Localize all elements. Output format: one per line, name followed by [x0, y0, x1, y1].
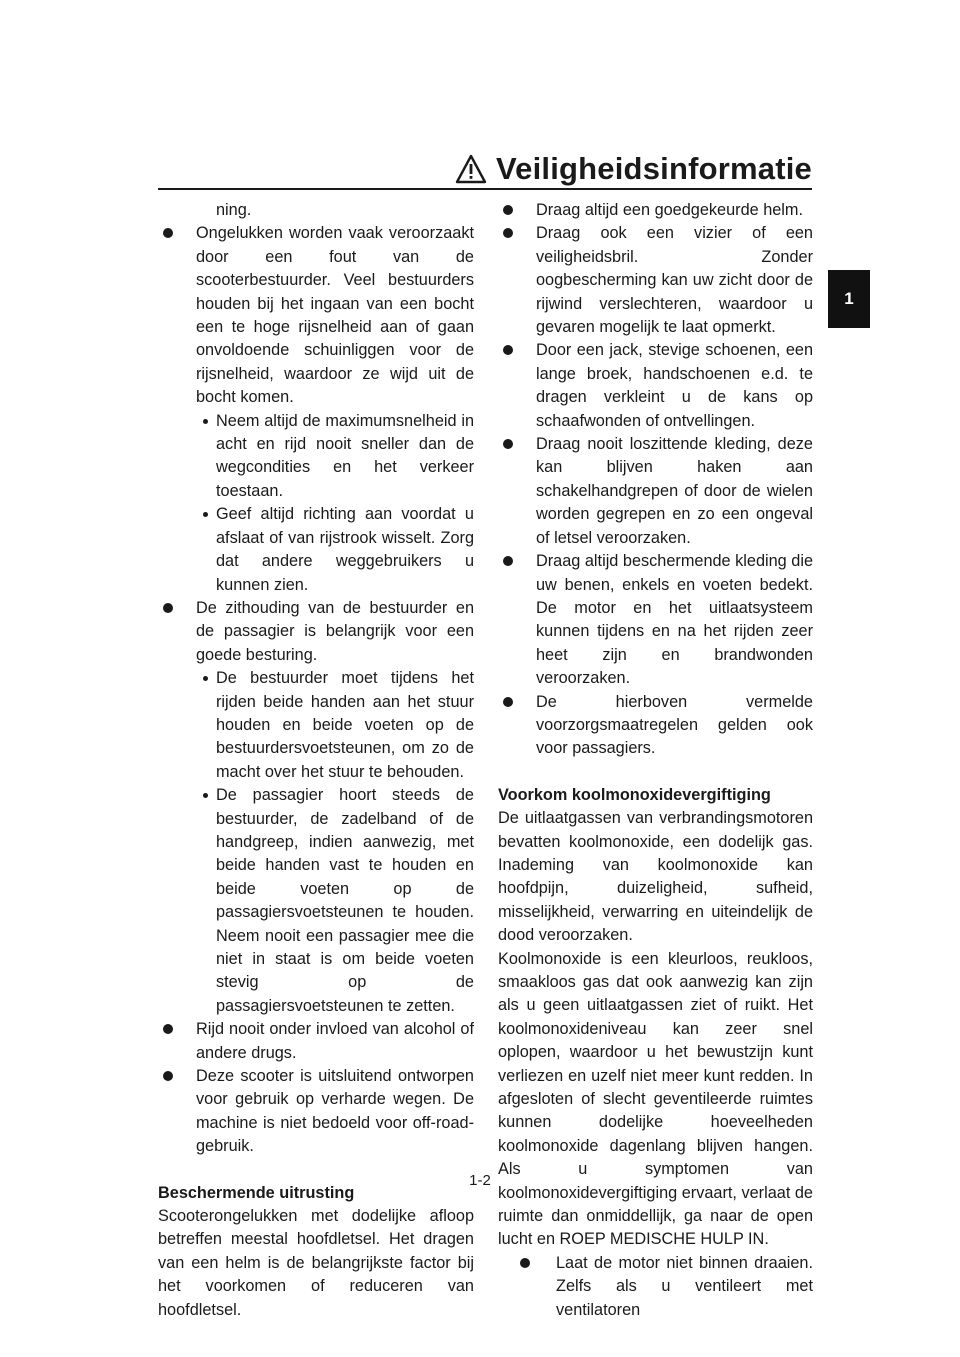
- list-item: Draag ook een vizier of een veiligheidsbril. Zonder oogbescherming kan uw zicht door de rijwind verslechteren, waardoor u gevaren mogelijk te laat opmerkt.: [498, 222, 813, 339]
- list-item: Deze scooter is uitsluitend ontworpen voor gebruik op verharde wegen. De machine is niet bedoeld voor off-road-gebruik.: [158, 1065, 474, 1159]
- left-column: [158, 199, 474, 1322]
- continuation-text: ning.: [216, 201, 252, 219]
- list-item: Ongelukken worden vaak veroorzaakt door een fout van de scooterbestuurder. Veel bestuurders houden bij het ingaan van een bocht een te hoge rijsnelheid aan of gaan onvoldoende schuinliggen voor de rijsnelheid, waardoor ze wijd uit de bocht komen.: [158, 222, 474, 409]
- bullet-icon: [203, 419, 208, 424]
- bullet-icon: [163, 228, 173, 238]
- list-item: Laat de motor niet binnen draaien. Zelfs als u ventileert met ventilatoren: [498, 1252, 813, 1322]
- page-number: 1-2: [469, 1172, 491, 1189]
- bullet-icon: [503, 439, 513, 449]
- bullet-icon: [503, 345, 513, 355]
- bullet-icon: [503, 697, 513, 707]
- paragraph: Scooterongelukken met dodelijke afloop betreffen meestal hoofdletsel. Het dragen van een helm is de belangrijkste factor bij het voorkomen of reduceren van hoofdletsel.: [158, 1207, 474, 1319]
- bullet-icon: [503, 228, 513, 238]
- bullet-icon: [203, 512, 208, 517]
- list-item: De hierboven vermelde voorzorgsmaatregelen gelden ook voor passagiers.: [498, 691, 813, 761]
- sub-list-item: Geef altijd richting aan voordat u afslaat of van rijstrook wisselt. Zorg dat andere weggebruikers u kunnen zien.: [158, 503, 474, 597]
- paragraph: Koolmonoxide is een kleurloos, reukloos, smaakloos gas dat ook aanwezig kan zijn als u geen uitlaatgassen ziet of ruikt. Het koolmonoxideniveau kan zeer snel oplopen, waardoor u het bewustzijn kunt verliezen en uzelf niet meer kunt redden. In afgesloten of slecht geventileerde ruimtes kunnen dodelijke hoeveelheden koolmonoxide dagenlang blijven hangen. Als u symptomen van koolmonoxidevergiftiging ervaart, verlaat de ruimte dan onmiddellijk, ga naar de open lucht en ROEP MEDISCHE HULP IN.: [498, 949, 813, 1249]
- list-item: Draag altijd een goedgekeurde helm.: [498, 199, 813, 222]
- page-title: Veiligheidsinformatie: [495, 151, 812, 186]
- bullet-icon: [520, 1258, 530, 1268]
- bullet-icon: [163, 603, 173, 613]
- right-column: [498, 199, 813, 1322]
- chapter-number: 1: [844, 289, 854, 308]
- chapter-tab: [828, 270, 870, 328]
- section-heading: Voorkom koolmonoxidevergiftiging: [498, 785, 771, 804]
- list-item: Draag nooit loszittende kleding, deze kan blijven haken aan schakelhandgrepen of door de wielen worden gegrepen en zo een ongeval of letsel veroorzaken.: [498, 433, 813, 550]
- paragraph: De uitlaatgassen van verbrandingsmotoren bevatten koolmonoxide, een dodelijk gas. Inademing van koolmonoxide kan hoofdpijn, duizeligheid, sufheid, misselijkheid, verwarring en uiteindelijk de dood veroorzaken.: [498, 809, 813, 945]
- warning-triangle-icon: [454, 153, 488, 185]
- sub-list-item: De bestuurder moet tijdens het rijden beide handen aan het stuur houden en beide voeten op de bestuurdersvoetsteunen, om zo de macht over het stuur te behouden.: [158, 667, 474, 784]
- list-item: Rijd nooit onder invloed van alcohol of andere drugs.: [158, 1018, 474, 1065]
- bullet-icon: [163, 1071, 173, 1081]
- bullet-icon: [503, 205, 513, 215]
- sub-list-item: Neem altijd de maximumsnelheid in acht en rijd nooit sneller dan de wegcondities en het verkeer toestaan.: [158, 410, 474, 504]
- sub-list-item: De passagier hoort steeds de bestuurder, de zadelband of de handgreep, indien aanwezig, met beide handen vast te houden en beide voeten op de passagiersvoetsteunen te houden. Neem nooit een passagier mee die niet in staat is om beide voeten stevig op de passagiersvoetsteunen te zetten.: [158, 784, 474, 1018]
- bullet-icon: [503, 556, 513, 566]
- list-item: De zithouding van de bestuurder en de passagier is belangrijk voor een goede besturing.: [158, 597, 474, 667]
- header-rule: [158, 188, 812, 190]
- page-header: [158, 150, 812, 188]
- section-heading: Beschermende uitrusting: [158, 1183, 355, 1202]
- bullet-icon: [203, 676, 208, 681]
- list-item: Draag altijd beschermende kleding die uw benen, enkels en voeten bedekt. De motor en het uitlaatsysteem kunnen tijdens en na het rijden zeer heet zijn en brandwonden veroorzaken.: [498, 550, 813, 690]
- bullet-icon: [203, 793, 208, 798]
- list-item: Door een jack, stevige schoenen, een lange broek, handschoenen e.d. te dragen verkleint u de kans op schaafwonden of ontvellingen.: [498, 339, 813, 433]
- bullet-icon: [163, 1024, 173, 1034]
